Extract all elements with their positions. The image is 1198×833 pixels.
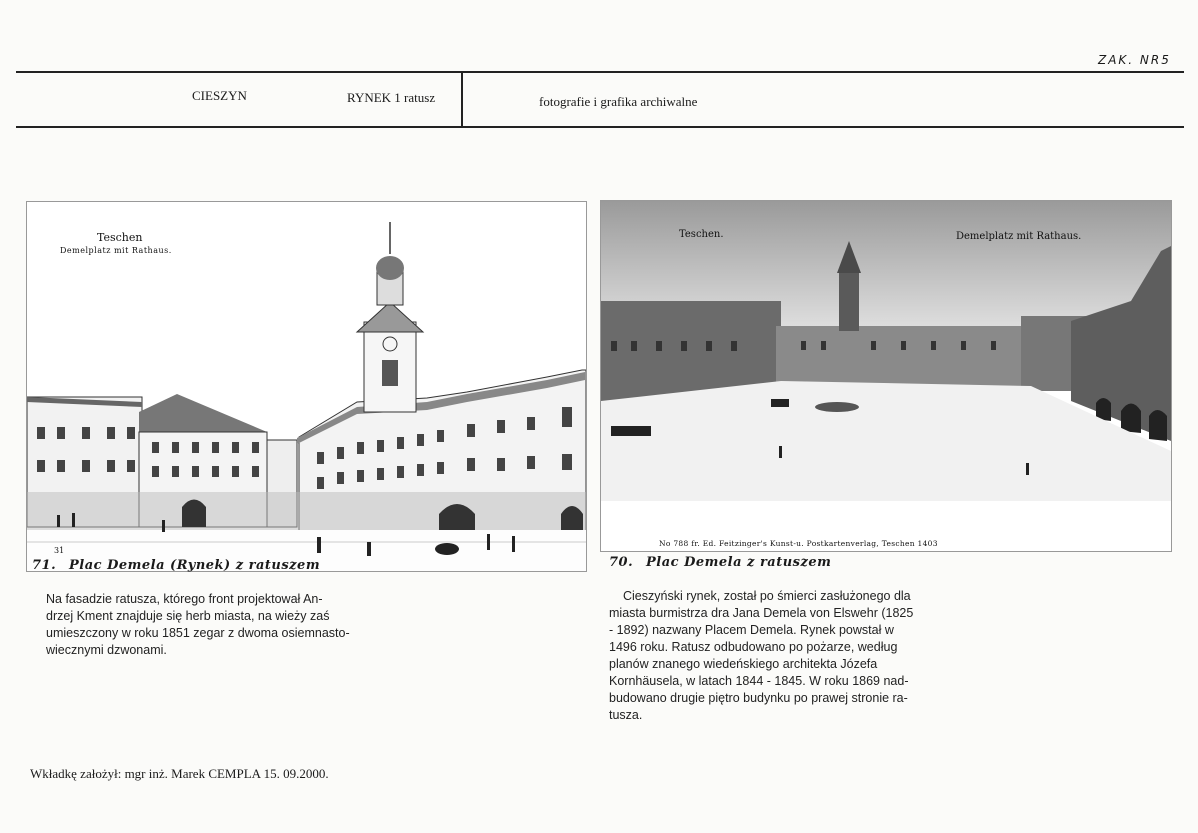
body-line: budowano drugie piętro budynku po prawej stronie ra- — [609, 691, 908, 705]
postcard-demelplatz-right — [600, 200, 1172, 552]
footer-credit: Wkładkę założył: mgr inż. Marek CEMPLA 15. 09.2000. — [30, 766, 329, 781]
header-top-rule — [16, 71, 1184, 73]
caption-body-70 — [609, 588, 949, 724]
town-hall-illustration — [27, 202, 586, 571]
caption-title-70: Plac Demela z ratuszem — [646, 555, 832, 570]
postcard-title-right: Demelplatz mit Rathaus. — [956, 231, 1082, 242]
body-line: 1496 roku. Ratusz odbudowano po pożarze, według — [609, 640, 898, 654]
postcard-demelplatz-left — [26, 201, 587, 572]
caption-body-71 — [46, 591, 366, 659]
postcard-subtitle: Demelplatz mit Rathaus. — [60, 246, 172, 255]
body-line: drzej Kment znajduje się herb miasta, na wieży zaś — [46, 609, 330, 623]
postcard-title: Teschen — [97, 231, 143, 244]
body-line: tusza. — [609, 708, 643, 722]
caption-title-71: Plac Demela (Rynek) z ratuszem — [69, 558, 321, 573]
postcard-imprint: No 788 fr. Ed. Feitzinger's Kunst-u. Postkartenverlag, Teschen 1403 — [659, 539, 938, 548]
header-category: fotografie i grafika archiwalne — [539, 94, 698, 109]
header-address: RYNEK 1 ratusz — [347, 90, 436, 105]
body-line: Kornhäusela, w latach 1844 - 1845. W roku 1869 nad- — [609, 674, 909, 688]
market-square-illustration — [601, 201, 1171, 551]
caption-number-71: 71. — [32, 558, 57, 573]
body-line: Na fasadzie ratusza, którego front projektował An- — [46, 592, 323, 606]
header-bottom-rule — [16, 126, 1184, 128]
body-line: planów znanego wiedeńskiego architekta Józefa — [609, 657, 878, 671]
header-city: CIESZYN — [192, 88, 247, 103]
body-line: miasta burmistrza dra Jana Demela von Elswehr (1825 — [609, 606, 914, 620]
corner-note: ZAK. NR5 — [1098, 53, 1171, 67]
postcard-number: 31 — [54, 546, 65, 555]
body-line: Cieszyński rynek, został po śmierci zasłużonego dla — [623, 589, 911, 603]
header-divider — [461, 72, 463, 127]
body-line: umieszczony w roku 1851 zegar z dwoma osiemnasto- — [46, 626, 350, 640]
caption-number-70: 70. — [609, 555, 634, 570]
body-line: wiecznymi dzwonami. — [46, 643, 167, 657]
postcard-title-left: Teschen. — [679, 229, 724, 240]
body-line: - 1892) nazwany Placem Demela. Rynek powstał w — [609, 623, 894, 637]
